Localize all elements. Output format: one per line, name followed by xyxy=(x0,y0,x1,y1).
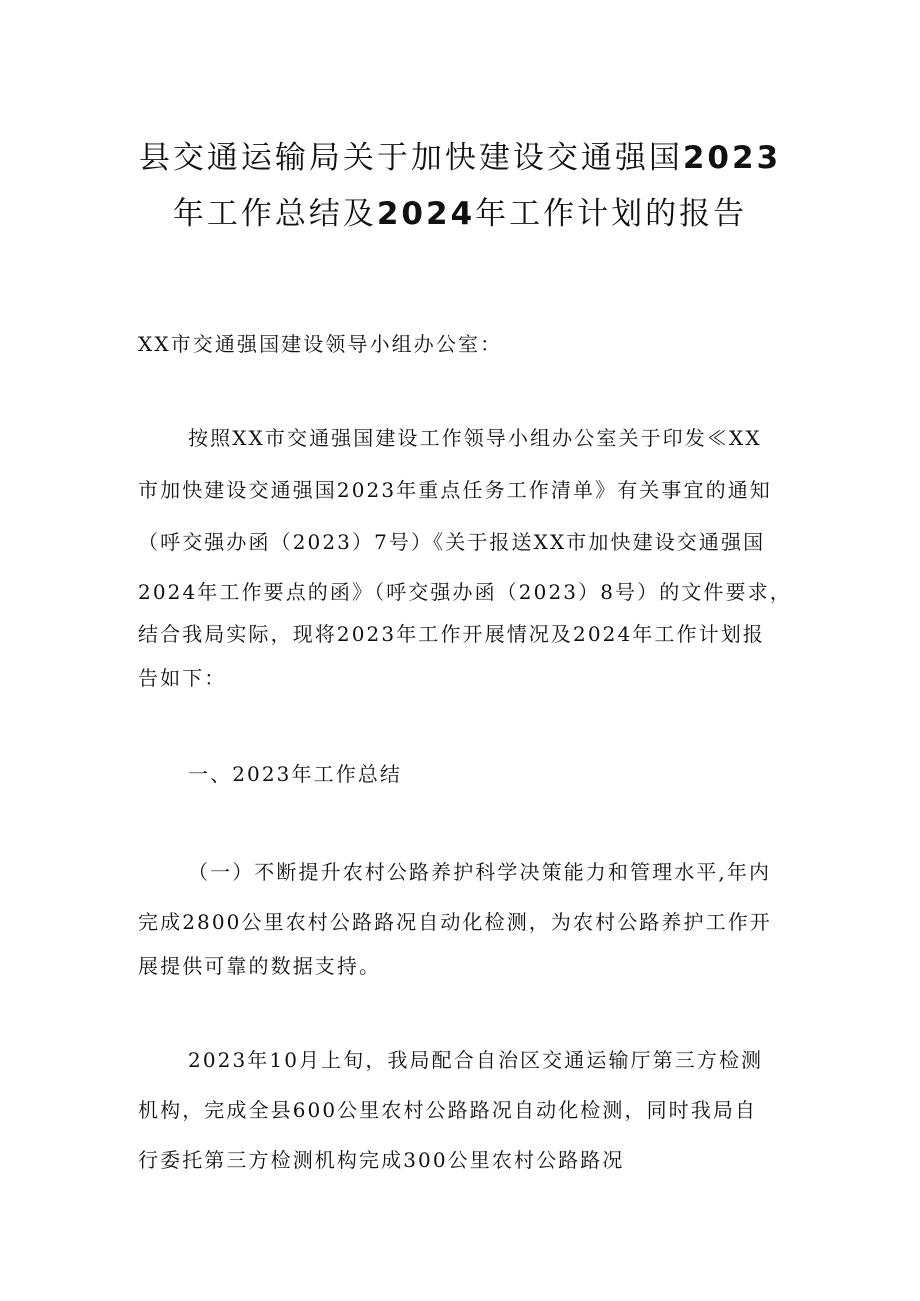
intro-line: （呼交强办函（2023）7号）《关于报送XX市加快建设交通强国 xyxy=(138,530,766,554)
intro-line: 市加快建设交通强国2023年重点任务工作清单》有关事宜的通知 xyxy=(138,478,772,502)
title-year-2024: 2024 xyxy=(376,196,476,232)
item-1-line: 完成2800公里农村公路路况自动化检测，为农村公路养护工作开 xyxy=(138,910,772,934)
paragraph-2-line: 2023年10月上旬，我局配合自治区交通运输厅第三方检测 xyxy=(188,1048,764,1072)
item-1-line: （一）不断提升农村公路养护科学决策能力和管理水平,年内 xyxy=(188,860,772,884)
paragraph-2-line: 行委托第三方检测机构完成300公里农村公路路况 xyxy=(138,1148,625,1172)
document-title-line-2 xyxy=(110,194,810,234)
salutation: XX市交通强国建设领导小组办公室： xyxy=(138,332,503,356)
section-heading-2023-summary: 一、2023年工作总结 xyxy=(188,762,402,786)
intro-line: 2024年工作要点的函》（呼交强办函（2023）8号）的文件要求， xyxy=(138,580,792,604)
title-line-1-text: 县交通运输局关于加快建设交通强国 xyxy=(138,140,683,176)
intro-line: 结合我局实际，现将2023年工作开展情况及2024年工作计划报 xyxy=(138,622,765,646)
paragraph-2-line: 机构，完成全县600公里农村公路路况自动化检测，同时我局自 xyxy=(138,1098,758,1122)
title-year-2023: 2023 xyxy=(682,140,782,176)
title-line-2-part-a: 年工作总结及 xyxy=(172,196,377,232)
intro-line: 按照XX市交通强国建设工作领导小组办公室关于印发≪XX xyxy=(188,426,762,450)
intro-line: 告如下： xyxy=(138,666,227,690)
document-title-line-1 xyxy=(110,138,810,178)
item-1-line: 展提供可靠的数据支持。 xyxy=(138,954,382,978)
title-line-2-part-b: 年工作计划的报告 xyxy=(475,196,748,232)
